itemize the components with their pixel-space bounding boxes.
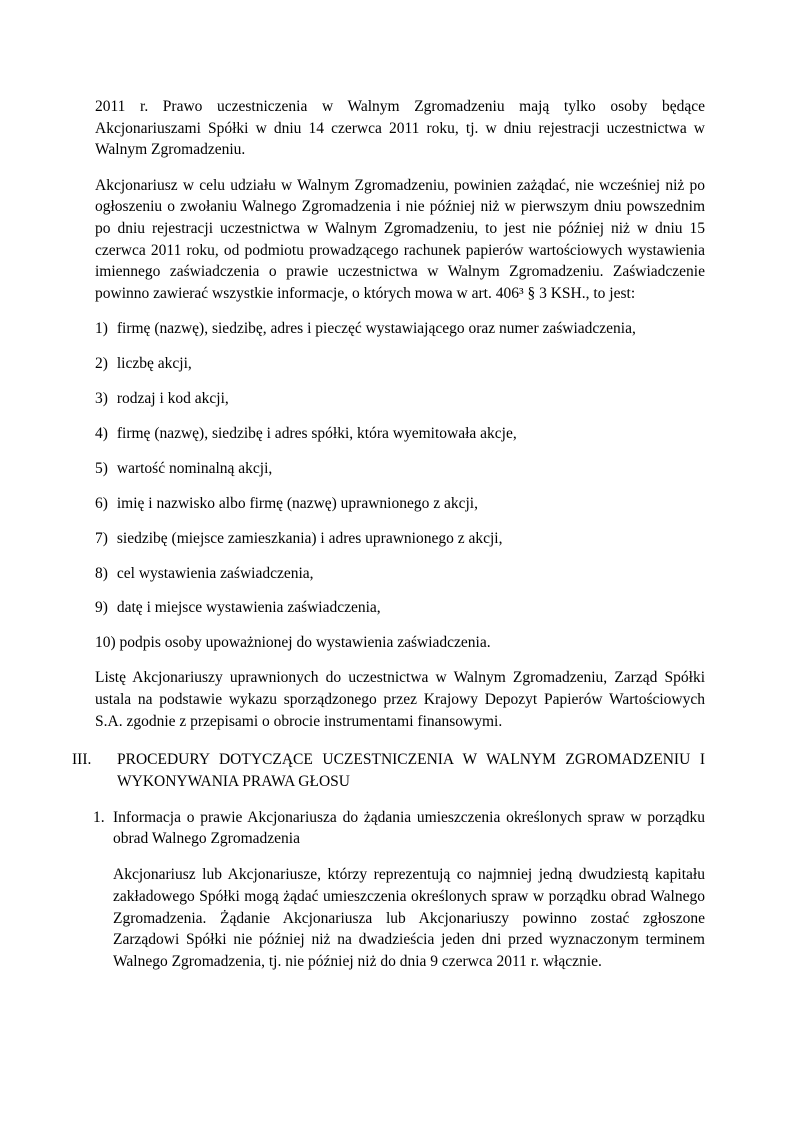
list-item-text: wartość nominalną akcji, [116,459,273,477]
list-item [95,563,705,585]
list-item-text: cel wystawienia zaświadczenia, [116,564,314,582]
list-item-number: 10) [95,634,116,652]
list-item [95,353,705,375]
section-heading [72,749,705,792]
list-item-number: 3) [95,390,108,408]
list-item-text: siedzibę (miejsce zamieszkania) i adres uprawnionego z akcji, [116,529,503,547]
list-item-number: 1) [95,320,108,338]
list-item-text: podpis osoby upoważnionej do wystawienia zaświadczenia. [119,634,491,652]
list-item-text: firmę (nazwę), siedzibę i adres spółki, która wyemitowała akcje, [116,425,517,442]
list-item [95,528,705,550]
certificate-items-list [95,318,705,654]
section-number: III. [72,751,92,769]
subsection-title: Informacja o prawie Akcjonariusza do żądania umieszczenia określonych spraw w porządku obrad Walnego Zgromadzenia [113,808,705,848]
paragraph-certificate-request: Akcjonariusz w celu udziału w Walnym Zgromadzeniu, powinien zażądać, nie wcześniej niż po ogłoszeniu o zwołaniu Walnego Zgromadzenia i nie później niż w pierwszym dniu powszednim po dniu rejestracji uczestnictwa w Walnym Zgromadzeniu, to jest nie później niż w dniu 15 czerwca 2011 roku, od podmiotu prowadzącego rachunek papierów wartościowych wystawienia imiennego zaświadczenia o prawie uczestnictwa w Walnym Zgromadzeniu. Zaświadczenie powinno zawierać wszystkie informacje, o których mowa w art. 406³ § 3 KSH., to jest: [95,176,705,303]
list-item-number: 8) [95,564,108,582]
list-item-number: 9) [95,599,108,617]
list-item [95,318,705,340]
subsection-heading [93,807,705,850]
list-item [95,458,705,480]
list-item-number: 5) [95,459,108,477]
list-item-text: liczbę akcji, [116,355,192,373]
list-item [95,597,705,619]
section-title: PROCEDURY DOTYCZĄCE UCZESTNICZENIA W WALNYM ZGROMADZENIU I WYKONYWANIA PRAWA GŁOSU [117,751,705,791]
list-item [95,493,705,515]
list-item-text: rodzaj i kod akcji, [116,390,229,408]
paragraph-shareholder-list: Listę Akcjonariuszy uprawnionych do uczestnictwa w Walnym Zgromadzeniu, Zarząd Spółki ustala na podstawie wykazu sporządzonego przez Krajowy Depozyt Papierów Wartościowych S.A. zgodnie z przepisami o obrocie instrumentami finansowymi. [95,669,705,730]
paragraph-registration-intro: 2011 r. Prawo uczestniczenia w Walnym Zgromadzeniu mają tylko osoby będące Akcjonariuszami Spółki w dniu 14 czerwca 2011 roku, tj. w dniu rejestracji uczestnictwa w Walnym Zgromadzeniu. [95,98,705,159]
paragraph-subsection-body: Akcjonariusz lub Akcjonariusze, którzy reprezentują co najmniej jedną dwudziestą kapitału zakładowego Spółki mogą żądać umieszczenia określonych spraw w porządku obrad Walnego Zgromadzenia. Żądanie Akcjonariusza lub Akcjonariuszy powinno zostać zgłoszone Zarządowi Spółki nie później niż na dwadzieścia jeden dni przed wyznaczonym terminem Walnego Zgromadzenia, tj. nie później niż do dnia 9 czerwca 2011 r. włącznie. [113,866,705,970]
list-item-number: 7) [95,529,108,547]
list-item-text: imię i nazwisko albo firmę (nazwę) uprawnionego z akcji, [116,494,478,512]
list-item-number: 4) [95,425,108,442]
list-item [95,632,705,654]
list-item-text: datę i miejsce wystawienia zaświadczenia, [116,599,381,617]
list-item-number: 6) [95,494,108,512]
subsection-number: 1. [93,808,105,826]
list-item-number: 2) [95,355,108,373]
list-item-text: firmę (nazwę), siedzibę, adres i pieczęć wystawiającego oraz numer zaświadczenia, [116,320,636,338]
list-item [95,388,705,410]
list-item [95,423,705,445]
